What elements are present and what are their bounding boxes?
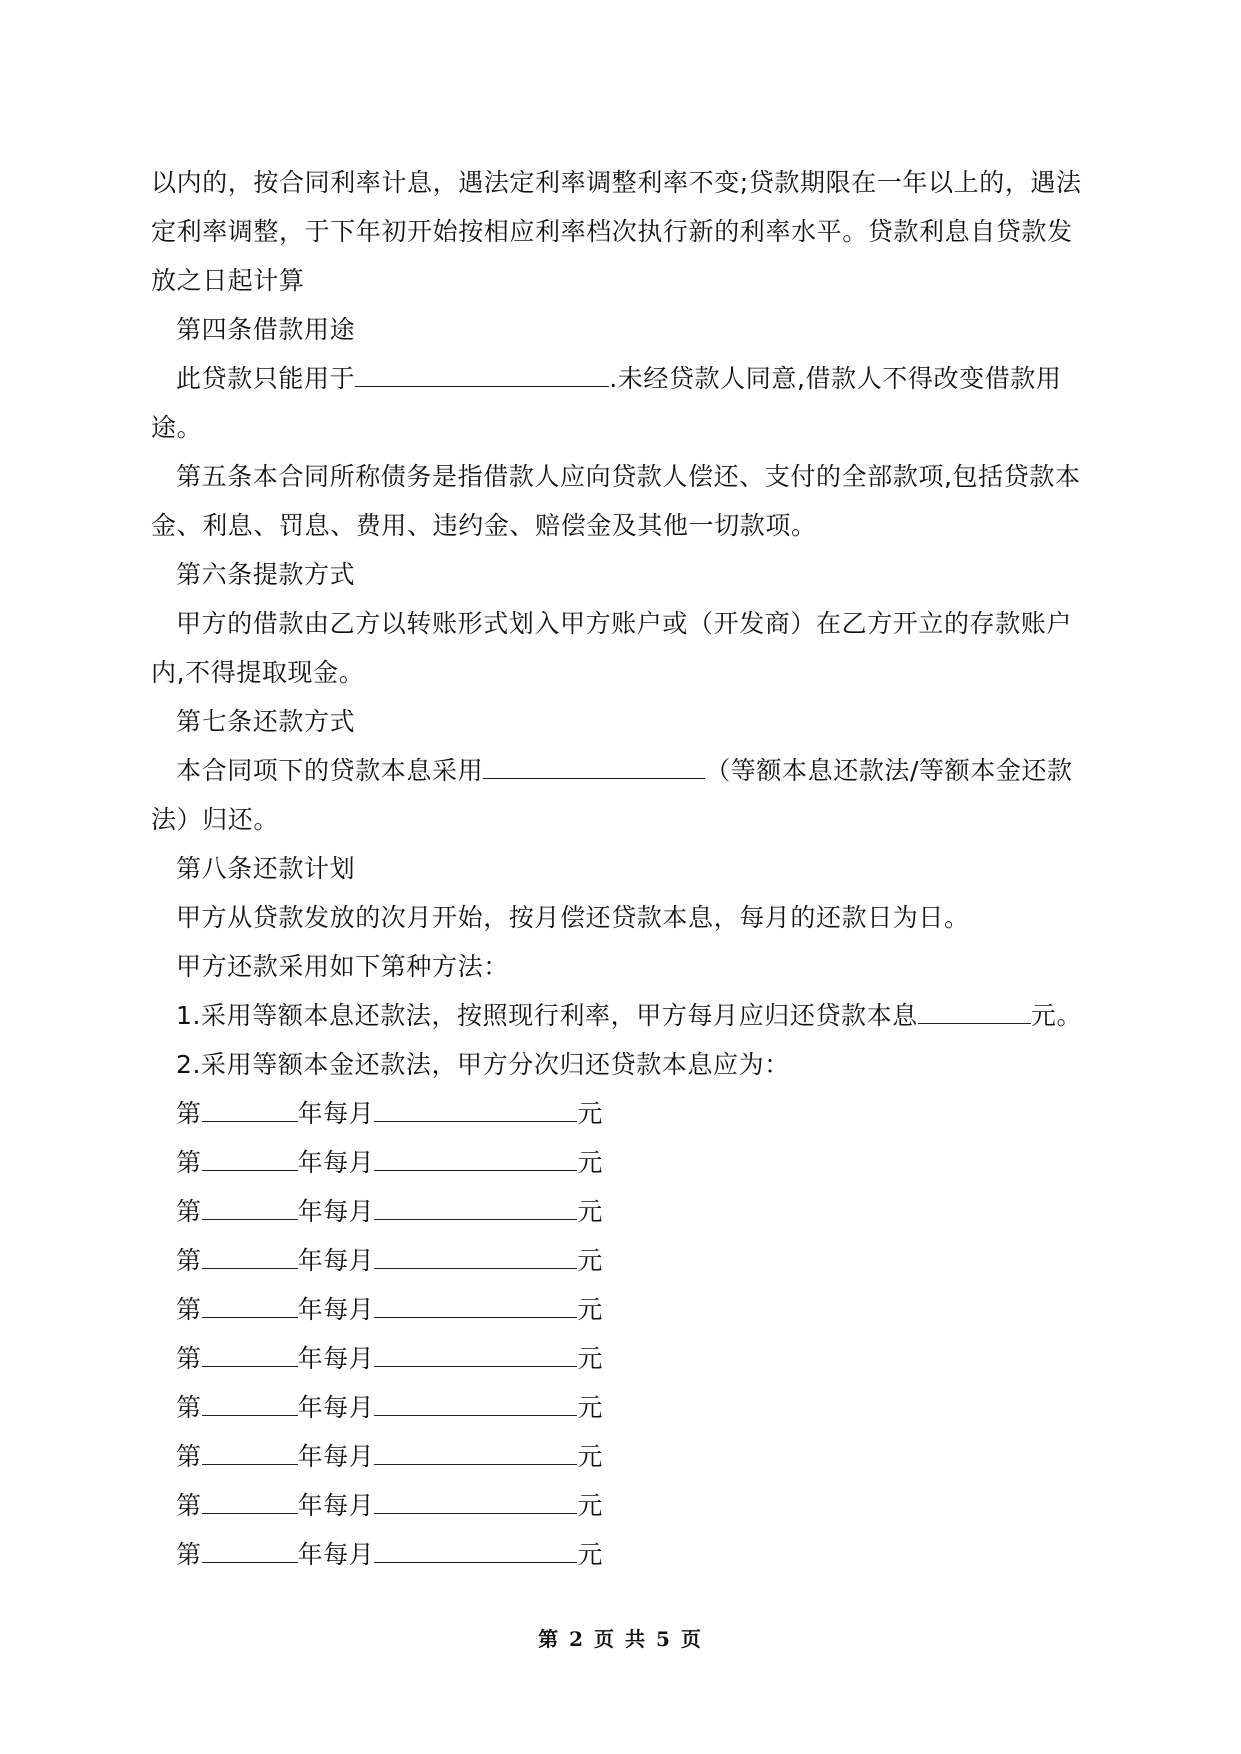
article-4-text-start: 此贷款只能用于	[176, 364, 356, 393]
repayment-schedule	[151, 1089, 1096, 1579]
amount-blank[interactable]	[374, 1289, 577, 1318]
schedule-row-mid: 年每月	[297, 1099, 375, 1128]
method-1-text	[151, 991, 1096, 1040]
schedule-row	[151, 1383, 1096, 1432]
schedule-row-suffix: 元	[577, 1246, 604, 1275]
repayment-method-choice: 甲方还款采用如下第种方法：	[176, 952, 509, 981]
year-blank[interactable]	[202, 1534, 298, 1563]
schedule-row-prefix: 第	[176, 1540, 202, 1569]
year-blank[interactable]	[202, 1093, 298, 1122]
repayment-method-blank[interactable]	[483, 750, 705, 779]
schedule-row	[151, 1481, 1096, 1530]
schedule-row-mid: 年每月	[297, 1246, 375, 1275]
year-blank[interactable]	[202, 1436, 298, 1465]
schedule-row-mid: 年每月	[297, 1148, 375, 1177]
article-8-text: 甲方从贷款发放的次月开始，按月偿还贷款本息，每月的还款日为日。	[176, 903, 970, 932]
schedule-row-suffix: 元	[577, 1148, 604, 1177]
contract-body	[151, 158, 1096, 1579]
year-blank[interactable]	[202, 1338, 298, 1367]
article-4-title: 第四条借款用途	[176, 315, 356, 344]
loan-purpose-blank[interactable]	[355, 358, 609, 387]
schedule-row-mid: 年每月	[297, 1197, 375, 1226]
schedule-row-suffix: 元	[577, 1344, 604, 1373]
amount-blank[interactable]	[374, 1093, 577, 1122]
year-blank[interactable]	[202, 1387, 298, 1416]
schedule-row-suffix: 元	[577, 1393, 604, 1422]
schedule-row	[151, 1089, 1096, 1138]
amount-blank[interactable]	[374, 1191, 577, 1220]
year-blank[interactable]	[202, 1485, 298, 1514]
paragraph-interest-terms: 以内的，按合同利率计息，遇法定利率调整利率不变;贷款期限在一年以上的，遇法定利率调整，于下年初开始按相应利率档次执行新的利率水平。贷款利息自贷款发放之日起计算	[151, 168, 1082, 295]
schedule-row-suffix: 元	[577, 1197, 604, 1226]
article-4-text-end: .未经贷款人同意,借款人不得改变借款用途。	[151, 364, 1062, 442]
schedule-row-suffix: 元	[577, 1491, 604, 1520]
amount-blank[interactable]	[374, 1534, 577, 1563]
schedule-row-prefix: 第	[176, 1197, 202, 1226]
year-blank[interactable]	[202, 1142, 298, 1171]
article-4-text	[151, 354, 1096, 452]
amount-blank[interactable]	[374, 1240, 577, 1269]
schedule-row	[151, 1530, 1096, 1579]
amount-blank[interactable]	[374, 1338, 577, 1367]
article-7-text	[151, 746, 1096, 844]
amount-blank[interactable]	[374, 1436, 577, 1465]
schedule-row	[151, 1138, 1096, 1187]
year-blank[interactable]	[202, 1240, 298, 1269]
schedule-row	[151, 1334, 1096, 1383]
schedule-row-suffix: 元	[577, 1442, 604, 1471]
article-6-title: 第六条提款方式	[176, 560, 356, 589]
amount-blank[interactable]	[374, 1485, 577, 1514]
schedule-row-mid: 年每月	[297, 1540, 375, 1569]
schedule-row-mid: 年每月	[297, 1491, 375, 1520]
amount-blank[interactable]	[374, 1387, 577, 1416]
schedule-row-suffix: 元	[577, 1540, 604, 1569]
schedule-row	[151, 1187, 1096, 1236]
method-2-text: 2.采用等额本金还款法，甲方分次归还贷款本息应为：	[176, 1050, 790, 1079]
method-1-text-end: 元。	[1030, 1001, 1083, 1030]
article-5-text: 第五条本合同所称债务是指借款人应向贷款人偿还、支付的全部款项,包括贷款本金、利息、罚息、费用、违约金、赔偿金及其他一切款项。	[151, 462, 1081, 540]
schedule-row-suffix: 元	[577, 1295, 604, 1324]
amount-blank[interactable]	[374, 1142, 577, 1171]
article-7-title: 第七条还款方式	[176, 707, 356, 736]
article-6-text: 甲方的借款由乙方以转账形式划入甲方账户或（开发商）在乙方开立的存款账户内,不得提取现金。	[151, 609, 1073, 687]
schedule-row-suffix: 元	[577, 1099, 604, 1128]
method-1-text-start: 1.采用等额本息还款法，按照现行利率，甲方每月应归还贷款本息	[176, 1001, 918, 1030]
schedule-row	[151, 1432, 1096, 1481]
article-7-text-start: 本合同项下的贷款本息采用	[176, 756, 484, 785]
schedule-row	[151, 1285, 1096, 1334]
schedule-row-prefix: 第	[176, 1099, 202, 1128]
schedule-row-mid: 年每月	[297, 1393, 375, 1422]
schedule-row-prefix: 第	[176, 1295, 202, 1324]
schedule-row-prefix: 第	[176, 1491, 202, 1520]
monthly-payment-blank[interactable]	[918, 995, 1031, 1024]
schedule-row-mid: 年每月	[297, 1295, 375, 1324]
schedule-row-prefix: 第	[176, 1442, 202, 1471]
schedule-row-prefix: 第	[176, 1344, 202, 1373]
schedule-row-mid: 年每月	[297, 1344, 375, 1373]
schedule-row-prefix: 第	[176, 1148, 202, 1177]
year-blank[interactable]	[202, 1191, 298, 1220]
article-8-title: 第八条还款计划	[176, 854, 356, 883]
article-7-text-end: （等额本息还款法/等额本金还款法）归还。	[151, 756, 1073, 834]
year-blank[interactable]	[202, 1289, 298, 1318]
schedule-row-mid: 年每月	[297, 1442, 375, 1471]
schedule-row-prefix: 第	[176, 1393, 202, 1422]
page-number-footer: 第 2 页 共 5 页	[538, 1627, 703, 1651]
schedule-row	[151, 1236, 1096, 1285]
schedule-row-prefix: 第	[176, 1246, 202, 1275]
